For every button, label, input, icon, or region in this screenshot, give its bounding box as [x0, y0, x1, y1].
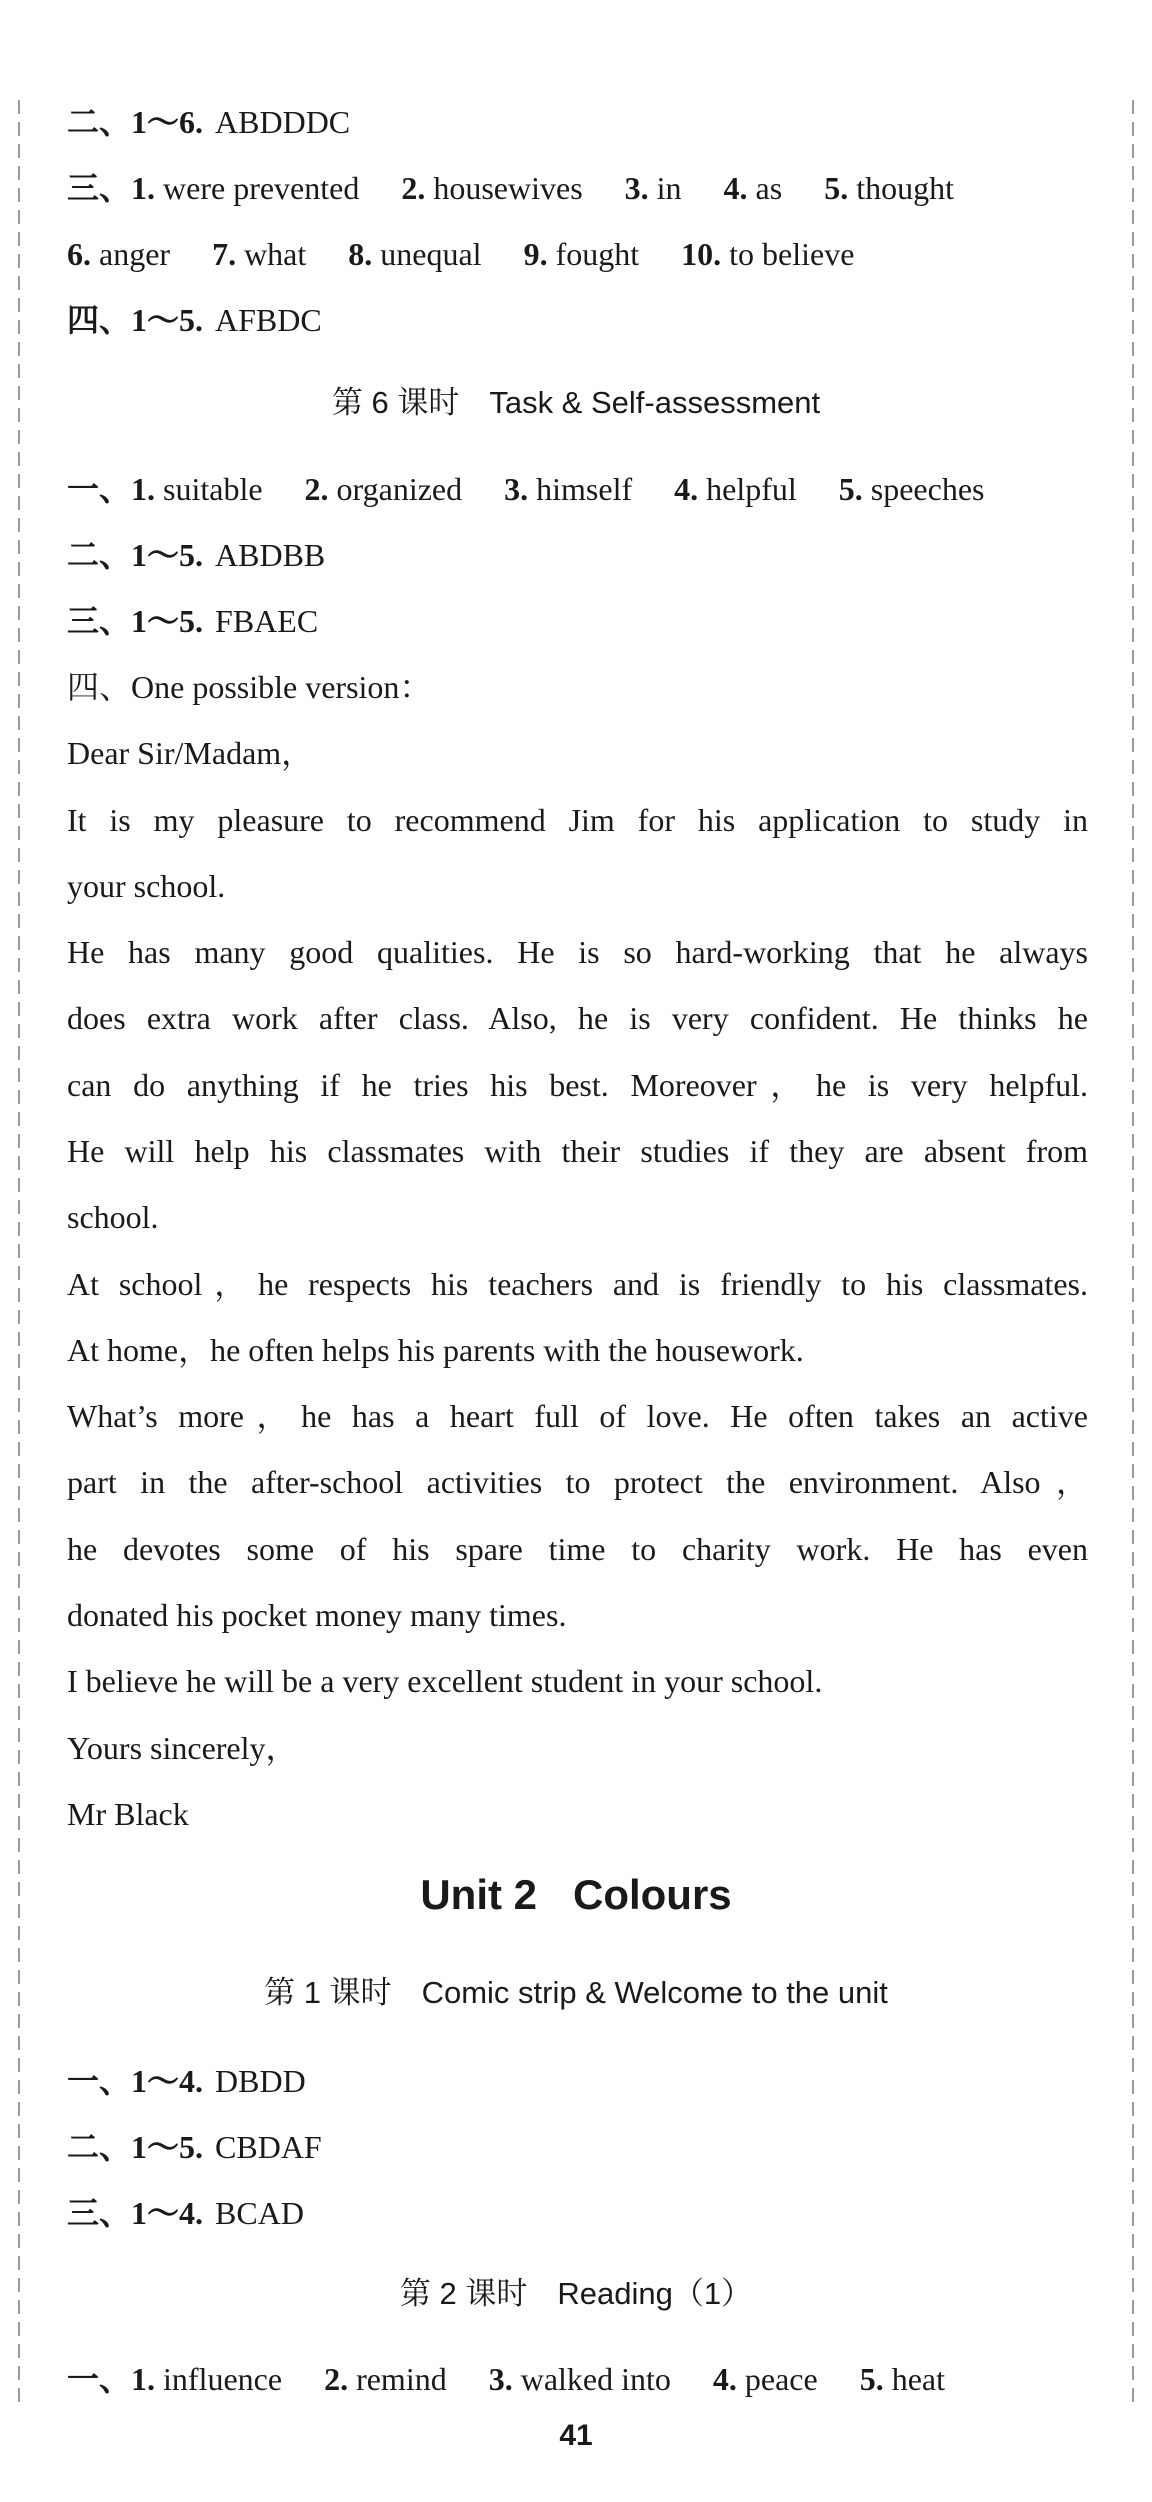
- letter-line: What’s more，he has a heart full of love. He often takes an active: [67, 1398, 1088, 1434]
- letter-line: can do anything if he tries his best. Moreover，he is very helpful.: [67, 1067, 1088, 1103]
- left-binding-rule: [18, 100, 20, 2407]
- letter-line: At home，he often helps his parents with the housework.: [67, 1332, 804, 1368]
- letter-line: Mr Black: [67, 1796, 189, 1832]
- answer-row-u2l1-2: 二、1～5. CBDAF: [67, 2129, 322, 2165]
- answer-row-b1-3: 6. anger 7. what 8. unequal 9. fought 10. to believe: [67, 236, 855, 272]
- letter-line: Yours sincerely，: [67, 1730, 298, 1766]
- letter-line: Dear Sir/Madam，: [67, 735, 314, 771]
- letter-line: He has many good qualities. He is so hard-working that he always: [67, 934, 1088, 970]
- letter-line: I believe he will be a very excellent student in your school.: [67, 1663, 823, 1699]
- unit-title: Unit 2 Colours: [420, 1871, 732, 1918]
- answer-row-l6-1: 一、1. suitable 2. organized 3. himself 4. helpful 5. speeches: [67, 471, 985, 507]
- answer-row-b1-2: 三、1. were prevented 2. housewives 3. in 4. as 5. thought: [67, 170, 954, 206]
- letter-line: does extra work after class. Also, he is very confident. He thinks he: [67, 1000, 1088, 1036]
- letter-line: school.: [67, 1199, 159, 1235]
- letter-line: he devotes some of his spare time to charity work. He has even: [67, 1531, 1088, 1567]
- answer-row-l6-4: 四、One possible version：: [67, 669, 432, 705]
- letter-line: donated his pocket money many times.: [67, 1597, 567, 1633]
- letter-line: He will help his classmates with their studies if they are absent from: [67, 1133, 1088, 1169]
- letter-line: part in the after-school activities to protect the environment. Also，: [67, 1464, 1088, 1500]
- answer-row-u2l2-1: 一、1. influence 2. remind 3. walked into 4. peace 5. heat: [67, 2361, 945, 2397]
- right-binding-rule: [1132, 100, 1134, 2407]
- answer-row-u2l1-1: 一、1～4. DBDD: [67, 2063, 306, 2099]
- answer-row-b1-4: 四、1～5. AFBDC: [67, 302, 322, 338]
- letter-line: your school.: [67, 868, 226, 904]
- answer-row-l6-3: 三、1～5. FBAEC: [67, 603, 319, 639]
- page-number: 41: [559, 2419, 593, 2452]
- lesson-heading-u2-2: 第 2 课时 Reading（1）: [399, 2276, 753, 2311]
- answer-row-u2l1-3: 三、1～4. BCAD: [67, 2195, 304, 2231]
- lesson-heading-u2-1: 第 1 课时 Comic strip & Welcome to the unit: [264, 1975, 888, 2010]
- answer-row-b1-1: 二、1～6. ABDDDC: [67, 104, 351, 140]
- letter-line: It is my pleasure to recommend Jim for his application to study in: [67, 802, 1088, 838]
- answer-row-l6-2: 二、1～5. ABDBB: [67, 537, 326, 573]
- letter-line: At school，he respects his teachers and is friendly to his classmates.: [67, 1266, 1088, 1302]
- lesson-heading-6: 第 6 课时 Task & Self-assessment: [331, 385, 821, 420]
